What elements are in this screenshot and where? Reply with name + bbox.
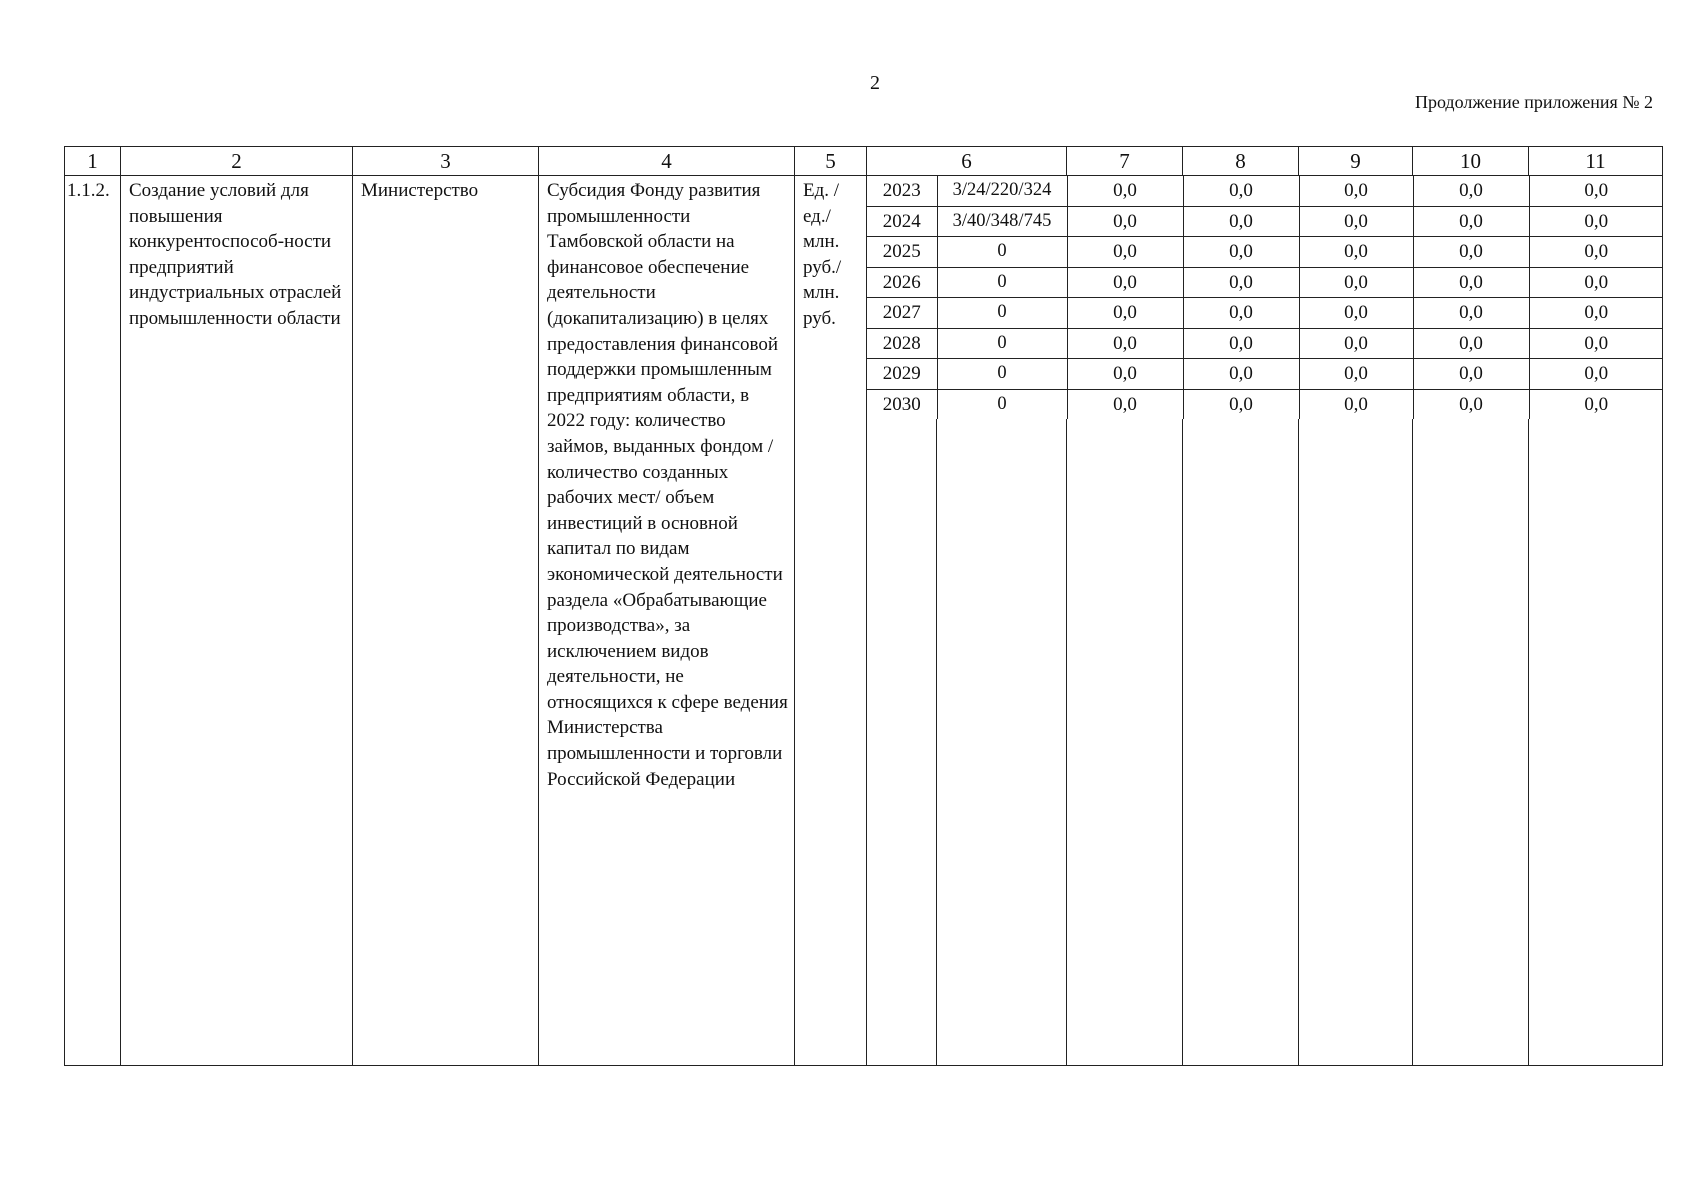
indicator-value: 0 [937,389,1067,419]
indicator-value: 0 [937,237,1067,268]
year-row [867,267,1663,298]
column-10-value: 0,0 [1413,359,1529,390]
column-7-value: 0,0 [1067,237,1183,268]
page-number: 2 [870,72,880,94]
column-9-value: 0,0 [1299,328,1413,359]
column-header: 3 [353,147,539,176]
column-11-value: 0,0 [1529,267,1663,298]
column-10-value: 0,0 [1413,206,1529,237]
column-11-value: 0,0 [1529,359,1663,390]
column-10-value: 0,0 [1413,176,1529,206]
column-header: 2 [121,147,353,176]
year-row [867,298,1663,329]
year-cell: 2025 [867,237,937,268]
column-8-value: 0,0 [1183,206,1299,237]
column-8-value: 0,0 [1183,237,1299,268]
column-9-value: 0,0 [1299,237,1413,268]
column-7-value: 0,0 [1067,389,1183,419]
column-9-value: 0,0 [1299,206,1413,237]
year-row [867,359,1663,390]
appendix-note: Продолжение приложения № 2 [1414,92,1653,112]
year-cell: 2030 [867,389,937,419]
column-header: 9 [1299,147,1413,176]
column-8-value: 0,0 [1183,359,1299,390]
column-11-value: 0,0 [1529,206,1663,237]
year-cell: 2027 [867,298,937,329]
column-7-value: 0,0 [1067,176,1183,206]
year-row [867,176,1663,206]
year-row [867,237,1663,268]
column-10-value: 0,0 [1413,328,1529,359]
column-11-value: 0,0 [1529,328,1663,359]
row-code: 1.1.2. [65,176,121,1066]
column-header: 6 [867,147,1067,176]
indicator-value: 0 [937,298,1067,329]
year-cell: 2029 [867,359,937,390]
column-header: 1 [65,147,121,176]
column-10-value: 0,0 [1413,237,1529,268]
column-lines [867,419,1662,1065]
column-7-value: 0,0 [1067,267,1183,298]
year-cell: 2026 [867,267,937,298]
column-7-value: 0,0 [1067,359,1183,390]
indicator-value: 3/40/348/745 [937,206,1067,237]
column-9-value: 0,0 [1299,176,1413,206]
column-9-value: 0,0 [1299,267,1413,298]
column-header: 4 [539,147,795,176]
column-11-value: 0,0 [1584,393,1609,415]
year-row [867,206,1663,237]
column-8-value: 0,0 [1183,389,1299,419]
indicator-value: 3/24/220/324 [937,176,1067,206]
year-cell: 2024 [867,206,937,237]
column-8-value: 0,0 [1183,328,1299,359]
year-row [867,328,1663,359]
column-number-row [65,147,1663,176]
column-9-value: 0,0 [1299,359,1413,390]
year-row [867,389,1663,419]
yearly-values-table [867,176,1663,419]
column-10-value: 0,0 [1413,267,1529,298]
indicator-value: 0 [937,267,1067,298]
column-9-value: 0,0 [1299,298,1413,329]
column-8-value: 0,0 [1183,176,1299,206]
table-row [65,176,1663,1066]
column-header: 5 [795,147,867,176]
indicator-value: 0 [937,359,1067,390]
column-8-value: 0,0 [1183,267,1299,298]
column-11-value: 0,0 [1529,298,1663,329]
program-table [64,146,1663,1066]
row-executor: Министерство [353,176,539,1066]
column-11-value: 0,0 [1529,237,1663,268]
column-10-value: 0,0 [1413,389,1529,419]
column-7-value: 0,0 [1067,206,1183,237]
indicator-value: 0 [937,328,1067,359]
year-cell: 2028 [867,328,937,359]
column-11-value: 0,0 [1529,176,1663,206]
yearly-values [867,176,1663,1066]
column-7-value: 0,0 [1067,328,1183,359]
row-description: Субсидия Фонду развития промышленности Тамбовской области на финансовое обеспечение деятельности (докапитализацию) в целях предоставления финансовой поддержки промышленным предприятиям области, в 2022 году: количество займов, выданных фондом / количество созданных рабочих мест/ объем инвестиций в основной капитал по видам экономической деятельности раздела «Обрабатывающие производства», за исключением видов деятельности, не относящихся к сфере ведения Министерства промышленности и торговли Российской Федерации [539,176,795,1066]
year-cell: 2023 [867,176,937,206]
column-7-value: 0,0 [1067,298,1183,329]
column-header: 8 [1183,147,1299,176]
column-header: 7 [1067,147,1183,176]
column-header: 10 [1413,147,1529,176]
row-title: Создание условий для повышения конкурентоспособ-ности предприятий индустриальных отраслей промышленности области [121,176,353,1066]
column-header: 11 [1529,147,1663,176]
column-9-value: 0,0 [1299,389,1413,419]
row-unit: Ед. / ед./ млн. руб./ млн. руб. [795,176,867,1066]
column-8-value: 0,0 [1183,298,1299,329]
column-10-value: 0,0 [1413,298,1529,329]
